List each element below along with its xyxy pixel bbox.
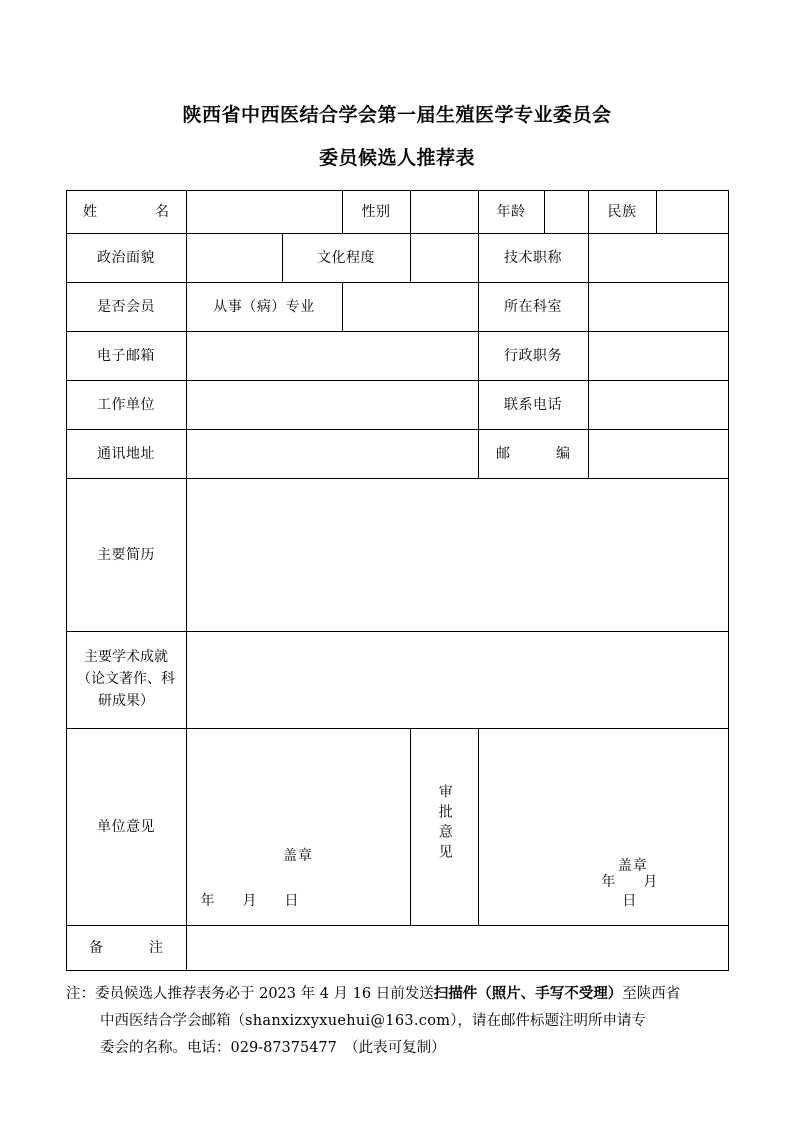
field-workplace[interactable] bbox=[186, 381, 478, 430]
field-remarks[interactable] bbox=[186, 926, 728, 971]
field-department[interactable] bbox=[588, 283, 728, 332]
label-gender: 性别 bbox=[342, 191, 410, 234]
label-unit-opinion: 单位意见 bbox=[66, 729, 186, 926]
footnote-line-1-a: 注：委员候选人推荐表务必于 2023 年 4 月 16 日前发送 bbox=[66, 986, 434, 1002]
field-technical-title[interactable] bbox=[588, 234, 728, 283]
label-workplace: 工作单位 bbox=[66, 381, 186, 430]
table-row bbox=[66, 632, 728, 729]
recommendation-form-table bbox=[66, 190, 729, 971]
approval-opinion-vertical-label: 审批意见 bbox=[436, 784, 453, 865]
label-name: 姓 名 bbox=[66, 191, 186, 234]
footnote-line-1-b: 扫描件（照片、手写不受理） bbox=[433, 985, 623, 1002]
field-unit-opinion[interactable] bbox=[186, 729, 410, 926]
label-approval-opinion bbox=[410, 729, 478, 926]
unit-date-text: 年 月 日 bbox=[200, 893, 306, 910]
approval-date-text: 年 月 日 bbox=[601, 874, 686, 910]
field-resume[interactable] bbox=[186, 479, 728, 632]
label-achievements-line1: 主要学术成就 bbox=[84, 649, 168, 666]
label-resume: 主要简历 bbox=[66, 479, 186, 632]
table-row bbox=[66, 430, 728, 479]
approval-seal-text: 盖章 bbox=[617, 858, 648, 874]
label-age: 年龄 bbox=[478, 191, 544, 234]
field-email[interactable] bbox=[186, 332, 478, 381]
table-row bbox=[66, 479, 728, 632]
label-admin-post: 行政职务 bbox=[478, 332, 588, 381]
label-political-status: 政治面貌 bbox=[66, 234, 186, 283]
label-is-member: 是否会员 bbox=[66, 283, 186, 332]
field-achievements[interactable] bbox=[186, 632, 728, 729]
field-admin-post[interactable] bbox=[588, 332, 728, 381]
label-department: 所在科室 bbox=[478, 283, 588, 332]
field-political-status[interactable] bbox=[186, 234, 282, 283]
field-approval-opinion[interactable] bbox=[478, 729, 728, 926]
field-specialty[interactable] bbox=[342, 283, 478, 332]
label-achievements-line3: 研成果） bbox=[98, 692, 154, 709]
footnote-line-1 bbox=[66, 981, 728, 1008]
label-ethnicity: 民族 bbox=[588, 191, 656, 234]
footnote bbox=[66, 981, 728, 1061]
label-achievements bbox=[66, 632, 186, 729]
field-address[interactable] bbox=[186, 430, 478, 479]
table-row bbox=[66, 381, 728, 430]
field-name[interactable] bbox=[186, 191, 342, 234]
label-email: 电子邮箱 bbox=[66, 332, 186, 381]
table-row bbox=[66, 234, 728, 283]
label-specialty: 从事（病）专业 bbox=[186, 283, 342, 332]
footnote-line-3: 委会的名称。电话：029-87375477 （此表可复制） bbox=[100, 1039, 446, 1056]
label-phone: 联系电话 bbox=[478, 381, 588, 430]
field-age[interactable] bbox=[544, 191, 588, 234]
footnote-line-1-c: 至陕西省 bbox=[622, 986, 681, 1002]
label-technical-title: 技术职称 bbox=[478, 234, 588, 283]
footnote-line-2-a: 中西医结合学会邮箱（ bbox=[100, 1012, 245, 1029]
footnote-line-2-c: ），请在邮件标题注明所申请专 bbox=[450, 1012, 647, 1029]
field-gender[interactable] bbox=[410, 191, 478, 234]
field-postcode[interactable] bbox=[588, 430, 728, 479]
label-achievements-line2: （论文著作、科 bbox=[77, 671, 175, 688]
label-education: 文化程度 bbox=[282, 234, 410, 283]
label-address: 通讯地址 bbox=[66, 430, 186, 479]
footnote-line-2 bbox=[66, 1008, 728, 1035]
table-row bbox=[66, 926, 728, 971]
table-row bbox=[66, 191, 728, 234]
table-row bbox=[66, 332, 728, 381]
unit-seal-text: 盖章 bbox=[283, 848, 313, 864]
title-line-1: 陕西省中西医结合学会第一届生殖医学专业委员会 bbox=[182, 104, 612, 126]
table-row bbox=[66, 283, 728, 332]
table-row bbox=[66, 729, 728, 926]
field-ethnicity[interactable] bbox=[656, 191, 728, 234]
footnote-email: shanxizxyxuehui@163.com bbox=[245, 1012, 451, 1029]
field-education[interactable] bbox=[410, 234, 478, 283]
field-phone[interactable] bbox=[588, 381, 728, 430]
document-title bbox=[0, 106, 794, 168]
label-remarks: 备 注 bbox=[66, 926, 186, 971]
title-line-2: 委员候选人推荐表 bbox=[318, 147, 475, 169]
label-postcode: 邮 编 bbox=[478, 430, 588, 479]
